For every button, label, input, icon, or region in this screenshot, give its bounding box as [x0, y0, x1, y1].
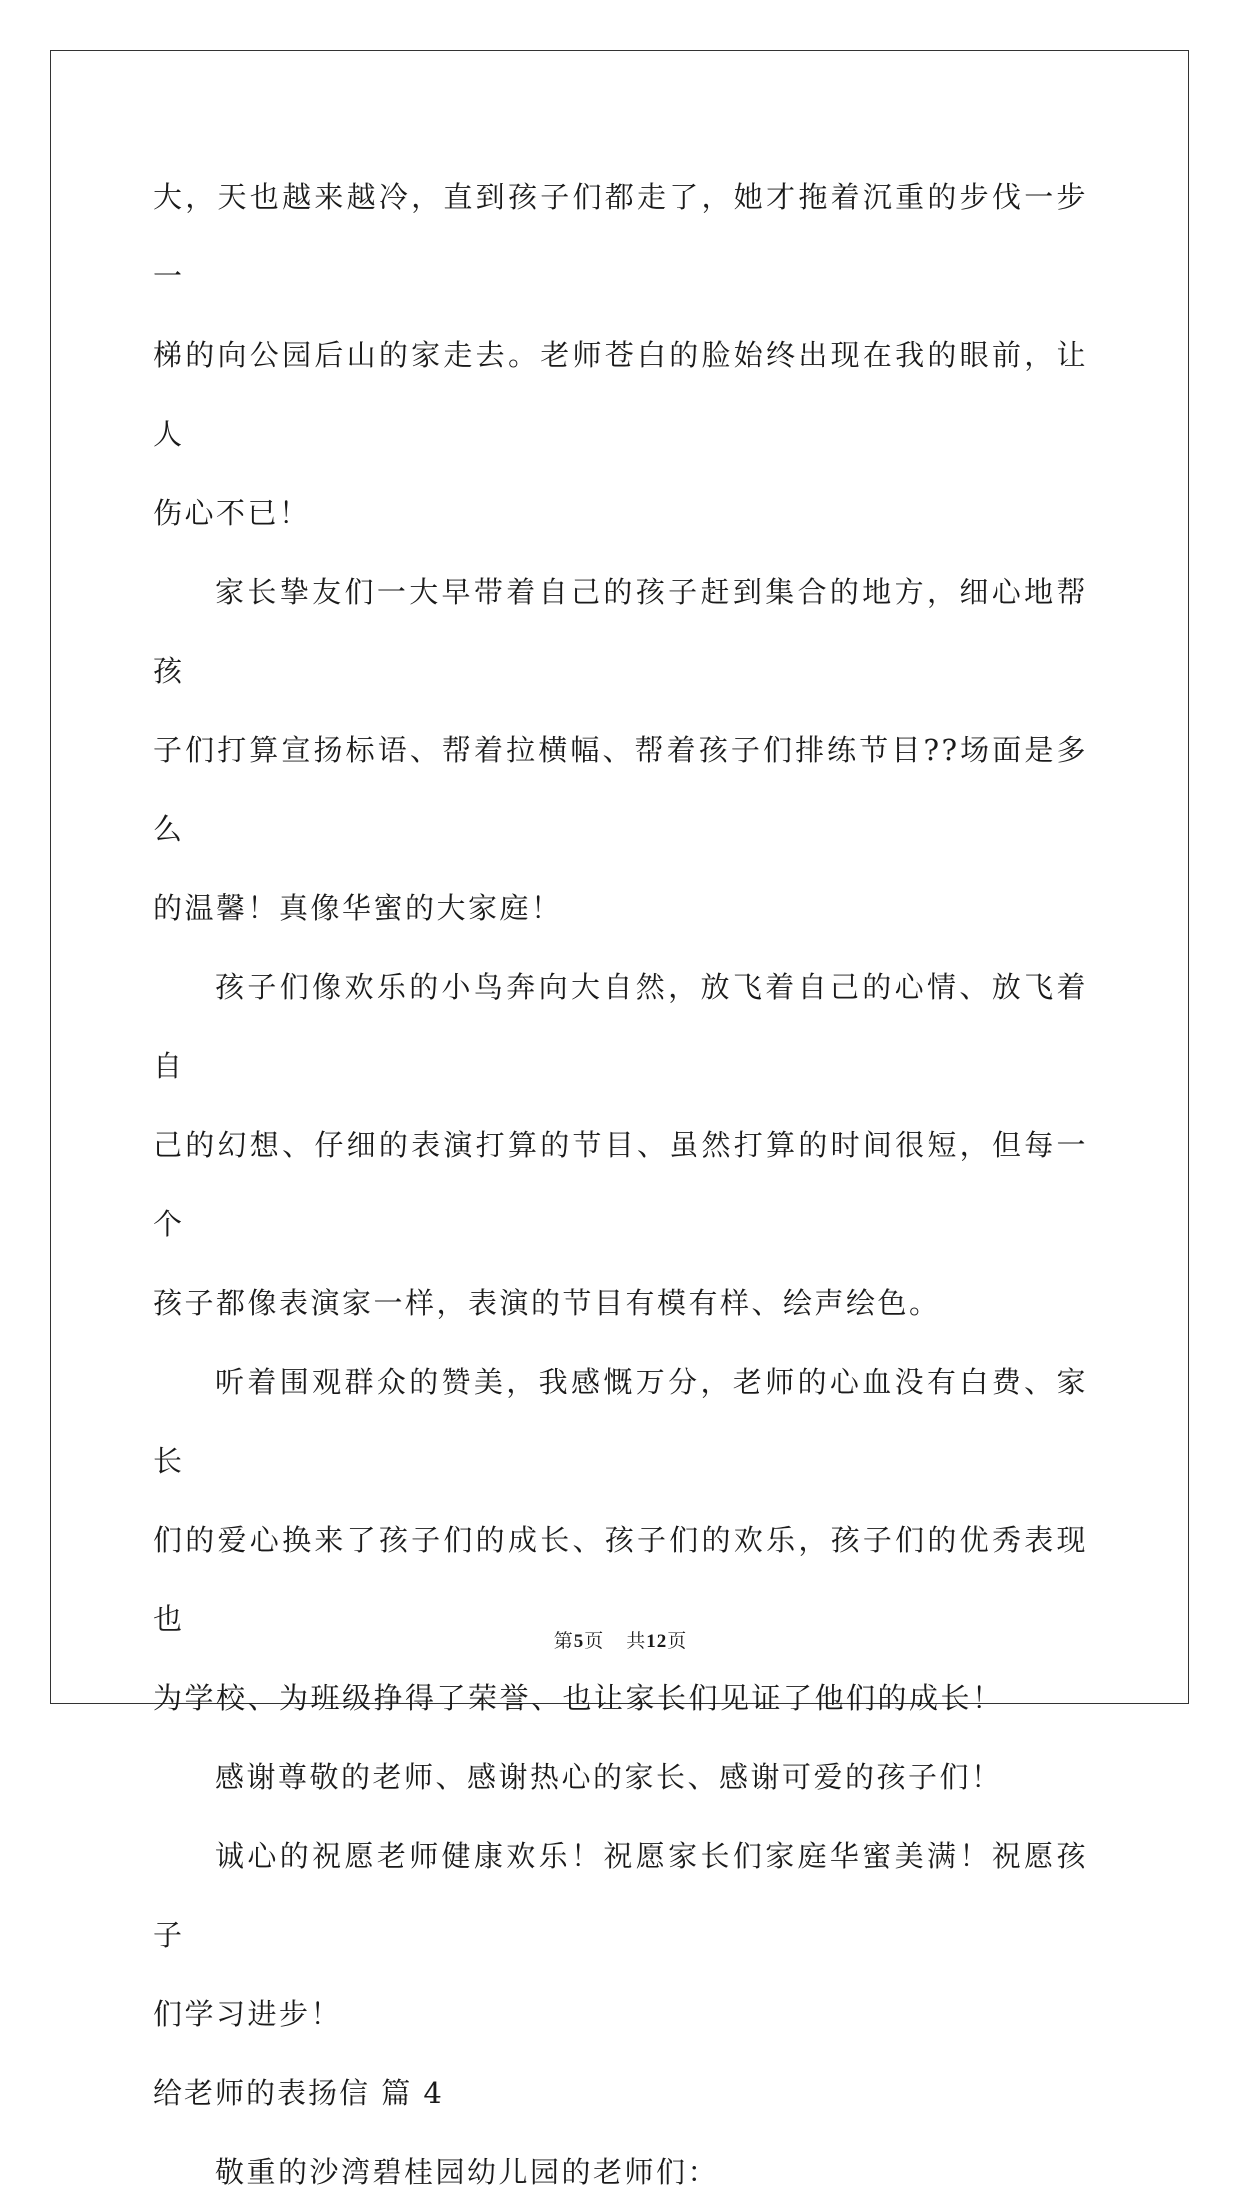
paragraph-3	[153, 948, 1088, 1343]
text-line: 孩子们像欢乐的小鸟奔向大自然，放飞着自己的心情、放飞着自	[153, 970, 1088, 1083]
total-pages: 12	[646, 1631, 668, 1652]
text-line: 诚心的祝愿老师健康欢乐！祝愿家长们家庭华蜜美满！祝愿孩子	[153, 1839, 1088, 1952]
page-prefix: 第	[553, 1630, 574, 1652]
text-line: 的温馨！真像华蜜的大家庭！	[153, 891, 563, 925]
page-suffix: 页	[584, 1630, 605, 1652]
text-line: 子们打算宣扬标语、帮着拉横幅、帮着孩子们排练节目??场面是多么	[153, 733, 1088, 846]
text-line: 感谢尊敬的老师、感谢热心的家长、感谢可爱的孩子们！	[215, 1760, 1003, 1794]
text-line: 们的爱心换来了孩子们的成长、孩子们的欢乐，孩子们的优秀表现也	[153, 1523, 1088, 1636]
text-line: 们学习进步！	[153, 1997, 343, 2031]
text-line: 梯的向公园后山的家走去。老师苍白的脸始终出现在我的眼前，让人	[153, 338, 1088, 451]
section-heading: 给老师的表扬信 篇 4	[153, 2076, 444, 2110]
page-number: 5	[573, 1631, 585, 1652]
paragraph-4	[153, 1343, 1088, 1738]
text-line: 孩子都像表演家一样，表演的节目有模有样、绘声绘色。	[153, 1286, 941, 1320]
paragraph-6	[153, 1817, 1088, 2054]
paragraph-5	[153, 1738, 1088, 1817]
text-line: 为学校、为班级挣得了荣誉、也让家长们见证了他们的成长！	[153, 1681, 1004, 1715]
text-line: 大，天也越来越冷，直到孩子们都走了，她才拖着沉重的步伐一步一	[153, 180, 1088, 293]
text-line: 伤心不已！	[153, 496, 311, 530]
text-line: 听着围观群众的赞美，我感慨万分，老师的心血没有白费、家长	[153, 1365, 1088, 1478]
document-body	[153, 158, 1088, 2212]
text-line: 己的幻想、仔细的表演打算的节目、虽然打算的时间很短，但每一个	[153, 1128, 1088, 1241]
total-prefix: 共	[626, 1630, 647, 1652]
paragraph-2	[153, 553, 1088, 948]
page-footer	[0, 1626, 1241, 1653]
total-suffix: 页	[667, 1630, 688, 1652]
text-line: 家长挚友们一大早带着自己的孩子赶到集合的地方，细心地帮孩	[153, 575, 1088, 688]
salutation: 敬重的沙湾碧桂园幼儿园的老师们：	[215, 2155, 720, 2189]
paragraph-1	[153, 158, 1088, 553]
